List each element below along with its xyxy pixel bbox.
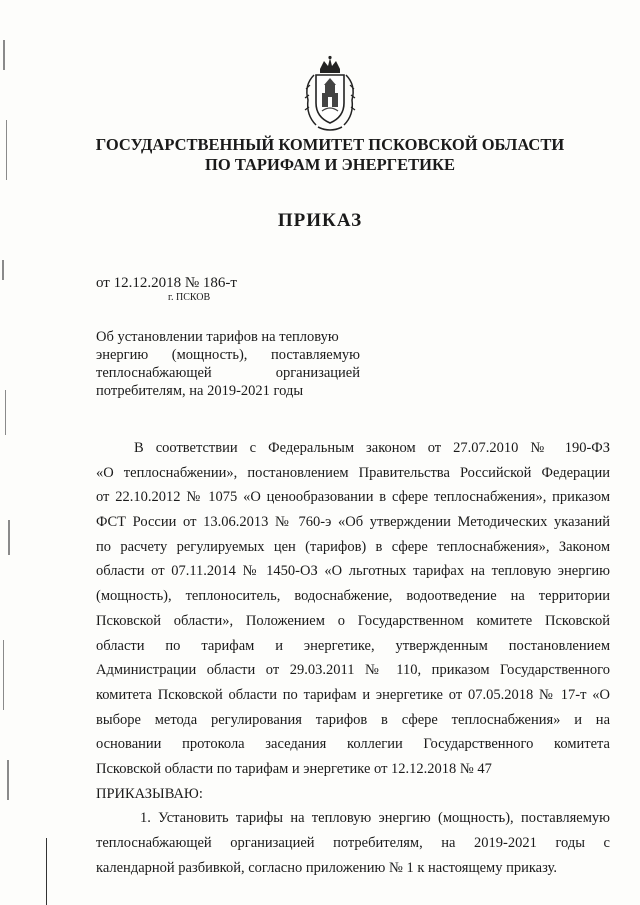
preamble-line: «О теплоснабжении», постановлением Правительства Российской Федерации — [96, 464, 610, 481]
preamble-line: ФСТ России от 13.06.2013 № 760-э «Об утверждении Методических указаний — [96, 514, 610, 531]
preamble-line: комитета Псковской области по тарифам и энергетике от 07.05.2018 № 17-т «О — [96, 686, 610, 703]
preamble-line: Администрации области от 29.03.2011 № 110, приказом Государственного — [96, 662, 610, 679]
subject-line: энергию (мощность), поставляемую — [96, 347, 360, 363]
order-word: ПРИКАЗЫВАЮ: — [96, 785, 203, 802]
preamble-line: от 22.10.2012 № 1075 «О ценообразовании в сфере теплоснабжения», приказом — [96, 489, 610, 506]
item-1-line: календарной разбивкой, согласно приложению № 1 к настоящему приказу. — [96, 859, 557, 876]
scan-edge-artifacts — [0, 0, 20, 905]
coat-of-arms-emblem — [300, 55, 360, 133]
preamble-line: В соответствии с Федеральным законом от 27.07.2010 № 190-ФЗ — [134, 440, 610, 456]
document-type: ПРИКАЗ — [277, 210, 363, 231]
preamble-line: области от 07.11.2014 № 1450-ОЗ «О льготных тарифах на тепловую энергию — [96, 563, 610, 580]
preamble-line: по расчету регулируемых цен (тарифов) в сфере теплоснабжения», Законом — [96, 538, 610, 555]
document-subject — [96, 328, 360, 400]
organization-title-line1: ГОСУДАРСТВЕННЫЙ КОМИТЕТ ПСКОВСКОЙ ОБЛАСТИ — [95, 135, 565, 154]
preamble-line: основании протокола заседания коллегии Государственного комитета — [96, 736, 610, 753]
document-body — [96, 436, 610, 880]
preamble-line: области по тарифам и энергетике, утвержденным постановлением — [96, 637, 610, 654]
subject-line: Об установлении тарифов на тепловую — [96, 329, 339, 345]
document-date-number: от 12.12.2018 № 186-т — [96, 275, 237, 291]
preamble-line: Псковской области по тарифам и энергетике от 12.12.2018 № 47 — [96, 760, 492, 777]
item-1-line: теплоснабжающей организацией потребителям, на 2019-2021 годы с — [96, 835, 610, 851]
preamble-line: Псковской области», Положением о Государственном комитете Псковской — [96, 612, 610, 629]
item-1-line: 1. Установить тарифы на тепловую энергию (мощность), поставляемую — [140, 810, 610, 827]
subject-line: теплоснабжающей организацией — [96, 365, 360, 381]
scan-margin-line — [46, 838, 47, 905]
subject-line: потребителям, на 2019-2021 годы — [96, 383, 304, 399]
organization-title-line2: ПО ТАРИФАМ И ЭНЕРГЕТИКЕ — [205, 155, 455, 174]
preamble-line: (мощность), теплоноситель, водоснабжение, водоотведение на территории — [96, 588, 610, 605]
document-place: г. ПСКОВ — [168, 292, 211, 303]
organization-title — [60, 135, 600, 175]
preamble-line: выборе метода регулирования тарифов в сфере теплоснабжения» и на — [96, 711, 610, 728]
